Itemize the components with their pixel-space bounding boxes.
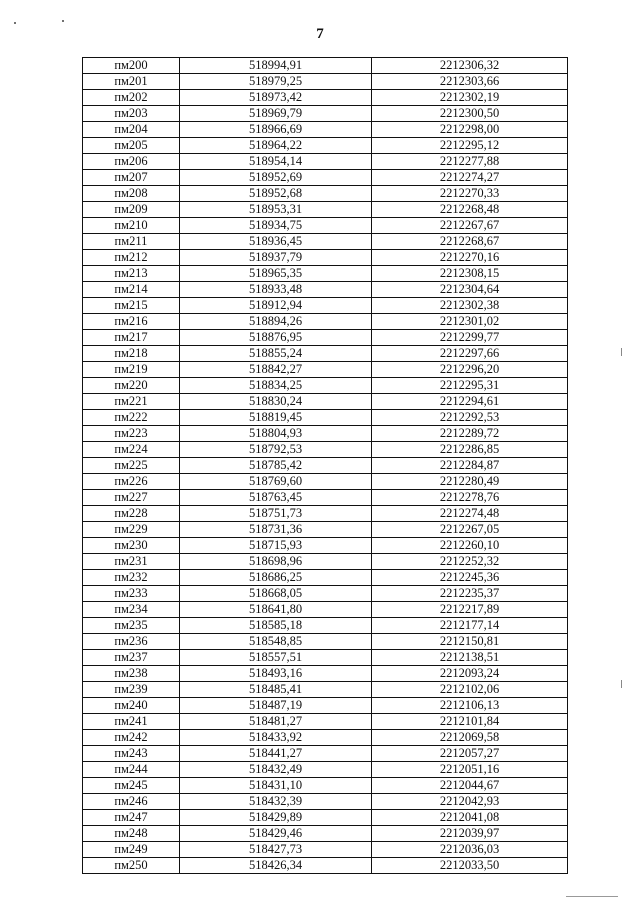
y-coordinate-cell: 2212150,81 bbox=[372, 634, 568, 650]
x-coordinate-cell: 518804,93 bbox=[180, 426, 372, 442]
y-coordinate-cell: 2212260,10 bbox=[372, 538, 568, 554]
table-row bbox=[83, 218, 568, 234]
x-coordinate-cell: 518427,73 bbox=[180, 842, 372, 858]
table-row bbox=[83, 74, 568, 90]
x-coordinate-cell: 518954,14 bbox=[180, 154, 372, 170]
table-row bbox=[83, 266, 568, 282]
point-id-cell: пм207 bbox=[83, 170, 180, 186]
x-coordinate-cell: 518686,25 bbox=[180, 570, 372, 586]
x-coordinate-cell: 518698,96 bbox=[180, 554, 372, 570]
point-id-cell: пм245 bbox=[83, 778, 180, 794]
x-coordinate-cell: 518792,53 bbox=[180, 442, 372, 458]
x-coordinate-cell: 518751,73 bbox=[180, 506, 372, 522]
table-row bbox=[83, 810, 568, 826]
y-coordinate-cell: 2212274,48 bbox=[372, 506, 568, 522]
y-coordinate-cell: 2212295,12 bbox=[372, 138, 568, 154]
table-row bbox=[83, 426, 568, 442]
table-row bbox=[83, 330, 568, 346]
table-row bbox=[83, 202, 568, 218]
table-row bbox=[83, 234, 568, 250]
point-id-cell: пм222 bbox=[83, 410, 180, 426]
table-row bbox=[83, 378, 568, 394]
point-id-cell: пм249 bbox=[83, 842, 180, 858]
x-coordinate-cell: 518964,22 bbox=[180, 138, 372, 154]
y-coordinate-cell: 2212284,87 bbox=[372, 458, 568, 474]
scan-speck bbox=[14, 22, 16, 24]
table-row bbox=[83, 714, 568, 730]
y-coordinate-cell: 2212101,84 bbox=[372, 714, 568, 730]
point-id-cell: пм208 bbox=[83, 186, 180, 202]
y-coordinate-cell: 2212245,36 bbox=[372, 570, 568, 586]
y-coordinate-cell: 2212289,72 bbox=[372, 426, 568, 442]
point-id-cell: пм201 bbox=[83, 74, 180, 90]
x-coordinate-cell: 518936,45 bbox=[180, 234, 372, 250]
table-row bbox=[83, 170, 568, 186]
x-coordinate-cell: 518548,85 bbox=[180, 634, 372, 650]
table-row bbox=[83, 682, 568, 698]
x-coordinate-cell: 518668,05 bbox=[180, 586, 372, 602]
y-coordinate-cell: 2212093,24 bbox=[372, 666, 568, 682]
scan-speck bbox=[62, 20, 64, 22]
point-id-cell: пм212 bbox=[83, 250, 180, 266]
table-row bbox=[83, 442, 568, 458]
x-coordinate-cell: 518933,48 bbox=[180, 282, 372, 298]
table-row bbox=[83, 618, 568, 634]
y-coordinate-cell: 2212039,97 bbox=[372, 826, 568, 842]
point-id-cell: пм238 bbox=[83, 666, 180, 682]
x-coordinate-cell: 518426,34 bbox=[180, 858, 372, 874]
table-row bbox=[83, 346, 568, 362]
x-coordinate-cell: 518894,26 bbox=[180, 314, 372, 330]
table-row bbox=[83, 778, 568, 794]
y-coordinate-cell: 2212235,37 bbox=[372, 586, 568, 602]
point-id-cell: пм220 bbox=[83, 378, 180, 394]
y-coordinate-cell: 2212041,08 bbox=[372, 810, 568, 826]
point-id-cell: пм209 bbox=[83, 202, 180, 218]
table-row bbox=[83, 650, 568, 666]
y-coordinate-cell: 2212267,05 bbox=[372, 522, 568, 538]
y-coordinate-cell: 2212278,76 bbox=[372, 490, 568, 506]
y-coordinate-cell: 2212270,16 bbox=[372, 250, 568, 266]
x-coordinate-cell: 518441,27 bbox=[180, 746, 372, 762]
x-coordinate-cell: 518715,93 bbox=[180, 538, 372, 554]
y-coordinate-cell: 2212306,32 bbox=[372, 58, 568, 74]
y-coordinate-cell: 2212296,20 bbox=[372, 362, 568, 378]
table-row bbox=[83, 362, 568, 378]
y-coordinate-cell: 2212069,58 bbox=[372, 730, 568, 746]
table-row bbox=[83, 282, 568, 298]
x-coordinate-cell: 518429,89 bbox=[180, 810, 372, 826]
margin-mark bbox=[621, 680, 622, 688]
y-coordinate-cell: 2212267,67 bbox=[372, 218, 568, 234]
table-row bbox=[83, 826, 568, 842]
x-coordinate-cell: 518952,68 bbox=[180, 186, 372, 202]
y-coordinate-cell: 2212298,00 bbox=[372, 122, 568, 138]
y-coordinate-cell: 2212302,38 bbox=[372, 298, 568, 314]
x-coordinate-cell: 518952,69 bbox=[180, 170, 372, 186]
page-number: 7 bbox=[316, 26, 324, 42]
table-row bbox=[83, 490, 568, 506]
x-coordinate-cell: 518994,91 bbox=[180, 58, 372, 74]
table-row bbox=[83, 666, 568, 682]
y-coordinate-cell: 2212299,77 bbox=[372, 330, 568, 346]
point-id-cell: пм241 bbox=[83, 714, 180, 730]
x-coordinate-cell: 518432,49 bbox=[180, 762, 372, 778]
point-id-cell: пм205 bbox=[83, 138, 180, 154]
table-row bbox=[83, 250, 568, 266]
x-coordinate-cell: 518953,31 bbox=[180, 202, 372, 218]
table-row bbox=[83, 154, 568, 170]
y-coordinate-cell: 2212301,02 bbox=[372, 314, 568, 330]
y-coordinate-cell: 2212217,89 bbox=[372, 602, 568, 618]
point-id-cell: пм240 bbox=[83, 698, 180, 714]
table-row bbox=[83, 586, 568, 602]
point-id-cell: пм219 bbox=[83, 362, 180, 378]
point-id-cell: пм221 bbox=[83, 394, 180, 410]
y-coordinate-cell: 2212268,67 bbox=[372, 234, 568, 250]
point-id-cell: пм239 bbox=[83, 682, 180, 698]
x-coordinate-cell: 518731,36 bbox=[180, 522, 372, 538]
point-id-cell: пм244 bbox=[83, 762, 180, 778]
table-row bbox=[83, 522, 568, 538]
x-coordinate-cell: 518557,51 bbox=[180, 650, 372, 666]
x-coordinate-cell: 518830,24 bbox=[180, 394, 372, 410]
point-id-cell: пм226 bbox=[83, 474, 180, 490]
point-id-cell: пм202 bbox=[83, 90, 180, 106]
point-id-cell: пм217 bbox=[83, 330, 180, 346]
y-coordinate-cell: 2212300,50 bbox=[372, 106, 568, 122]
y-coordinate-cell: 2212252,32 bbox=[372, 554, 568, 570]
point-id-cell: пм230 bbox=[83, 538, 180, 554]
scan-edge-mark bbox=[566, 896, 618, 897]
point-id-cell: пм233 bbox=[83, 586, 180, 602]
table-row bbox=[83, 746, 568, 762]
x-coordinate-cell: 518965,35 bbox=[180, 266, 372, 282]
y-coordinate-cell: 2212042,93 bbox=[372, 794, 568, 810]
x-coordinate-cell: 518855,24 bbox=[180, 346, 372, 362]
point-id-cell: пм248 bbox=[83, 826, 180, 842]
table-row bbox=[83, 458, 568, 474]
y-coordinate-cell: 2212303,66 bbox=[372, 74, 568, 90]
point-id-cell: пм223 bbox=[83, 426, 180, 442]
margin-mark bbox=[621, 348, 622, 356]
table-row bbox=[83, 58, 568, 74]
point-id-cell: пм218 bbox=[83, 346, 180, 362]
point-id-cell: пм235 bbox=[83, 618, 180, 634]
y-coordinate-cell: 2212286,85 bbox=[372, 442, 568, 458]
y-coordinate-cell: 2212177,14 bbox=[372, 618, 568, 634]
y-coordinate-cell: 2212057,27 bbox=[372, 746, 568, 762]
point-id-cell: пм211 bbox=[83, 234, 180, 250]
table-row bbox=[83, 554, 568, 570]
y-coordinate-cell: 2212051,16 bbox=[372, 762, 568, 778]
x-coordinate-cell: 518912,94 bbox=[180, 298, 372, 314]
x-coordinate-cell: 518876,95 bbox=[180, 330, 372, 346]
x-coordinate-cell: 518431,10 bbox=[180, 778, 372, 794]
x-coordinate-cell: 518966,69 bbox=[180, 122, 372, 138]
y-coordinate-cell: 2212033,50 bbox=[372, 858, 568, 874]
y-coordinate-cell: 2212102,06 bbox=[372, 682, 568, 698]
point-id-cell: пм247 bbox=[83, 810, 180, 826]
x-coordinate-cell: 518834,25 bbox=[180, 378, 372, 394]
table-row bbox=[83, 762, 568, 778]
y-coordinate-cell: 2212270,33 bbox=[372, 186, 568, 202]
y-coordinate-cell: 2212044,67 bbox=[372, 778, 568, 794]
table-row bbox=[83, 794, 568, 810]
y-coordinate-cell: 2212138,51 bbox=[372, 650, 568, 666]
y-coordinate-cell: 2212297,66 bbox=[372, 346, 568, 362]
point-id-cell: пм237 bbox=[83, 650, 180, 666]
x-coordinate-cell: 518769,60 bbox=[180, 474, 372, 490]
table-row bbox=[83, 394, 568, 410]
x-coordinate-cell: 518493,16 bbox=[180, 666, 372, 682]
table-row bbox=[83, 298, 568, 314]
table-row bbox=[83, 538, 568, 554]
x-coordinate-cell: 518819,45 bbox=[180, 410, 372, 426]
point-id-cell: пм246 bbox=[83, 794, 180, 810]
x-coordinate-cell: 518481,27 bbox=[180, 714, 372, 730]
table-row bbox=[83, 506, 568, 522]
x-coordinate-cell: 518485,41 bbox=[180, 682, 372, 698]
y-coordinate-cell: 2212277,88 bbox=[372, 154, 568, 170]
y-coordinate-cell: 2212295,31 bbox=[372, 378, 568, 394]
point-id-cell: пм203 bbox=[83, 106, 180, 122]
x-coordinate-cell: 518585,18 bbox=[180, 618, 372, 634]
table-row bbox=[83, 730, 568, 746]
x-coordinate-cell: 518429,46 bbox=[180, 826, 372, 842]
x-coordinate-cell: 518973,42 bbox=[180, 90, 372, 106]
point-id-cell: пм214 bbox=[83, 282, 180, 298]
y-coordinate-cell: 2212268,48 bbox=[372, 202, 568, 218]
y-coordinate-cell: 2212036,03 bbox=[372, 842, 568, 858]
table-row bbox=[83, 842, 568, 858]
y-coordinate-cell: 2212274,27 bbox=[372, 170, 568, 186]
point-id-cell: пм234 bbox=[83, 602, 180, 618]
table-row bbox=[83, 106, 568, 122]
point-id-cell: пм200 bbox=[83, 58, 180, 74]
point-id-cell: пм210 bbox=[83, 218, 180, 234]
table-row bbox=[83, 186, 568, 202]
table-row bbox=[83, 698, 568, 714]
point-id-cell: пм243 bbox=[83, 746, 180, 762]
x-coordinate-cell: 518969,79 bbox=[180, 106, 372, 122]
point-id-cell: пм213 bbox=[83, 266, 180, 282]
table-row bbox=[83, 90, 568, 106]
point-id-cell: пм228 bbox=[83, 506, 180, 522]
point-id-cell: пм229 bbox=[83, 522, 180, 538]
point-id-cell: пм224 bbox=[83, 442, 180, 458]
table-row bbox=[83, 474, 568, 490]
table-row bbox=[83, 858, 568, 874]
x-coordinate-cell: 518979,25 bbox=[180, 74, 372, 90]
table-row bbox=[83, 314, 568, 330]
y-coordinate-cell: 2212308,15 bbox=[372, 266, 568, 282]
x-coordinate-cell: 518934,75 bbox=[180, 218, 372, 234]
table-row bbox=[83, 570, 568, 586]
coordinates-table bbox=[82, 57, 568, 874]
coordinates-table-body bbox=[83, 58, 568, 874]
x-coordinate-cell: 518763,45 bbox=[180, 490, 372, 506]
table-row bbox=[83, 634, 568, 650]
y-coordinate-cell: 2212302,19 bbox=[372, 90, 568, 106]
table-row bbox=[83, 122, 568, 138]
y-coordinate-cell: 2212106,13 bbox=[372, 698, 568, 714]
point-id-cell: пм232 bbox=[83, 570, 180, 586]
point-id-cell: пм225 bbox=[83, 458, 180, 474]
table-row bbox=[83, 138, 568, 154]
y-coordinate-cell: 2212304,64 bbox=[372, 282, 568, 298]
table-row bbox=[83, 602, 568, 618]
x-coordinate-cell: 518641,80 bbox=[180, 602, 372, 618]
table-row bbox=[83, 410, 568, 426]
point-id-cell: пм204 bbox=[83, 122, 180, 138]
point-id-cell: пм250 bbox=[83, 858, 180, 874]
x-coordinate-cell: 518842,27 bbox=[180, 362, 372, 378]
y-coordinate-cell: 2212294,61 bbox=[372, 394, 568, 410]
x-coordinate-cell: 518785,42 bbox=[180, 458, 372, 474]
point-id-cell: пм231 bbox=[83, 554, 180, 570]
point-id-cell: пм236 bbox=[83, 634, 180, 650]
x-coordinate-cell: 518487,19 bbox=[180, 698, 372, 714]
y-coordinate-cell: 2212280,49 bbox=[372, 474, 568, 490]
point-id-cell: пм242 bbox=[83, 730, 180, 746]
y-coordinate-cell: 2212292,53 bbox=[372, 410, 568, 426]
point-id-cell: пм227 bbox=[83, 490, 180, 506]
x-coordinate-cell: 518937,79 bbox=[180, 250, 372, 266]
point-id-cell: пм206 bbox=[83, 154, 180, 170]
x-coordinate-cell: 518432,39 bbox=[180, 794, 372, 810]
point-id-cell: пм215 bbox=[83, 298, 180, 314]
x-coordinate-cell: 518433,92 bbox=[180, 730, 372, 746]
point-id-cell: пм216 bbox=[83, 314, 180, 330]
